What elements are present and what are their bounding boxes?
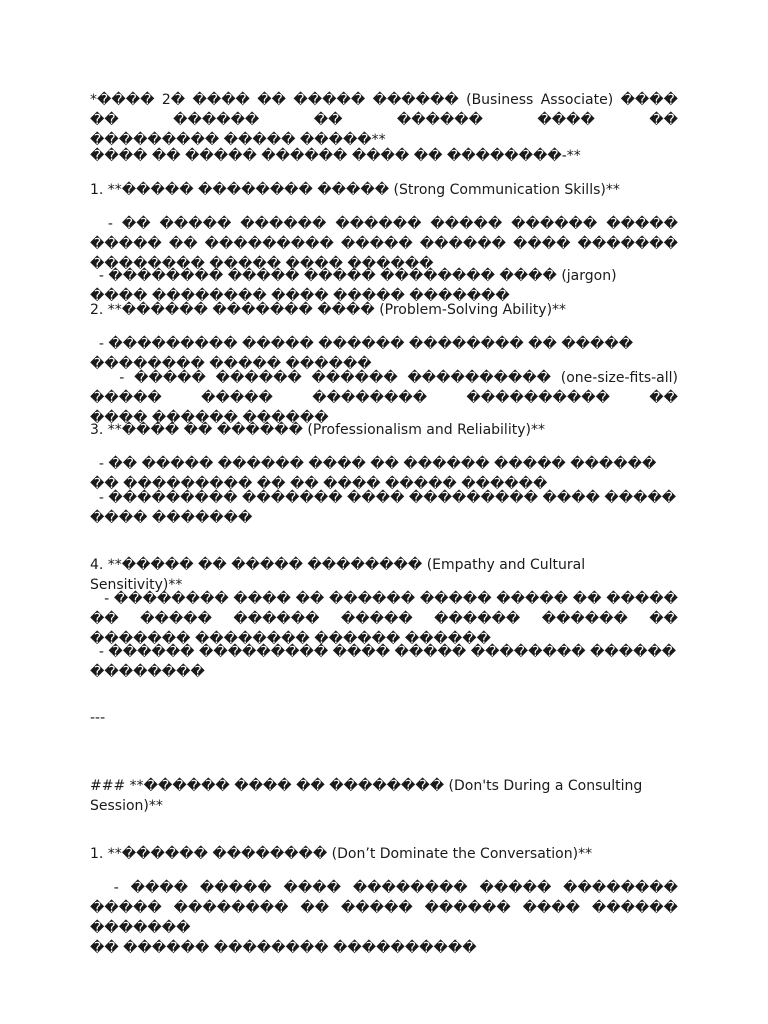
section-1-bullet-1	[90, 214, 683, 274]
section-3-heading: 3. **���� �� ������ (Professionalism and Reliability)**	[90, 422, 545, 438]
section-1-heading: 1. **����� �������� ����� (Strong Communication Skills)**	[90, 182, 620, 198]
intro-line-2: ��������� ����� �����**	[90, 132, 386, 148]
bullet-line: - ����� ������ ������ ���������� (one-size-fits-all) ����� ����� �������� ���������� ��	[90, 370, 683, 406]
bullet-line: - �� ����� ������ ������ ����� ������ ����� ����� �� ��������� ����� ������ ���� �������	[90, 216, 683, 252]
section-3-bullet-2: - ��������� ������� ���� ��������� ���� ����� ���� �������	[90, 490, 681, 526]
bullet-line: �� ������ �������� ����������	[90, 940, 477, 956]
section-4-bullet-2: - ������ ��������� ���� ����� �������� ������ ��������	[90, 644, 681, 680]
separator: ---	[90, 710, 106, 726]
bullet-line: - ���� ����� ���� �������� ����� �������� ����� �������� �� ����� ������ ���� ������ �������	[90, 880, 683, 936]
section-2-bullet-1: - ��������� ����� ������ �������� �� ����� �������� ����� ������	[90, 336, 638, 372]
bullet-line: ������� �������� ������ ������	[90, 631, 491, 647]
section-4-heading: 4. **����� �� ����� �������� (Empathy and Cultural Sensitivity)**	[90, 557, 590, 593]
bullet-line: - �������� ���� �� ������ ����� ����� �� ����� �� ����� ������ ����� ������ ������ ��	[90, 591, 683, 627]
bullet-line: �������� ����� ���� ������	[90, 256, 434, 272]
section-3-bullet-1: - �� ����� ������ ���� �� ������ ����� ������ �� ��������� �� �� ���� ����� ������	[90, 456, 661, 492]
section-4-bullet-1	[90, 589, 683, 649]
intro-line-1: *���� 2� ���� �� ����� ������ (Business Associate) ���� �� ������ �� ������ ���� ��	[90, 92, 683, 128]
bullet-line: ���� ������ ������	[90, 410, 329, 426]
donts-1-heading: 1. **������ �������� (Don’t Dominate the Conversation)**	[90, 846, 593, 862]
section-1-bullet-2: - �������� ����� ����� �������� ���� (jargon) ���� �������� ���� ����� �������	[90, 268, 622, 304]
subheading: ���� �� ����� ������ ���� �� ��������-**	[90, 148, 581, 164]
section-2-bullet-2	[90, 368, 683, 428]
donts-1-bullet-1	[90, 878, 683, 958]
intro-paragraph	[90, 90, 683, 150]
section-2-heading: 2. **������ ������� ���� (Problem-Solving Ability)**	[90, 302, 567, 318]
donts-heading: ### **������ ���� �� �������� (Don'ts During a Consulting Session)**	[90, 778, 647, 814]
